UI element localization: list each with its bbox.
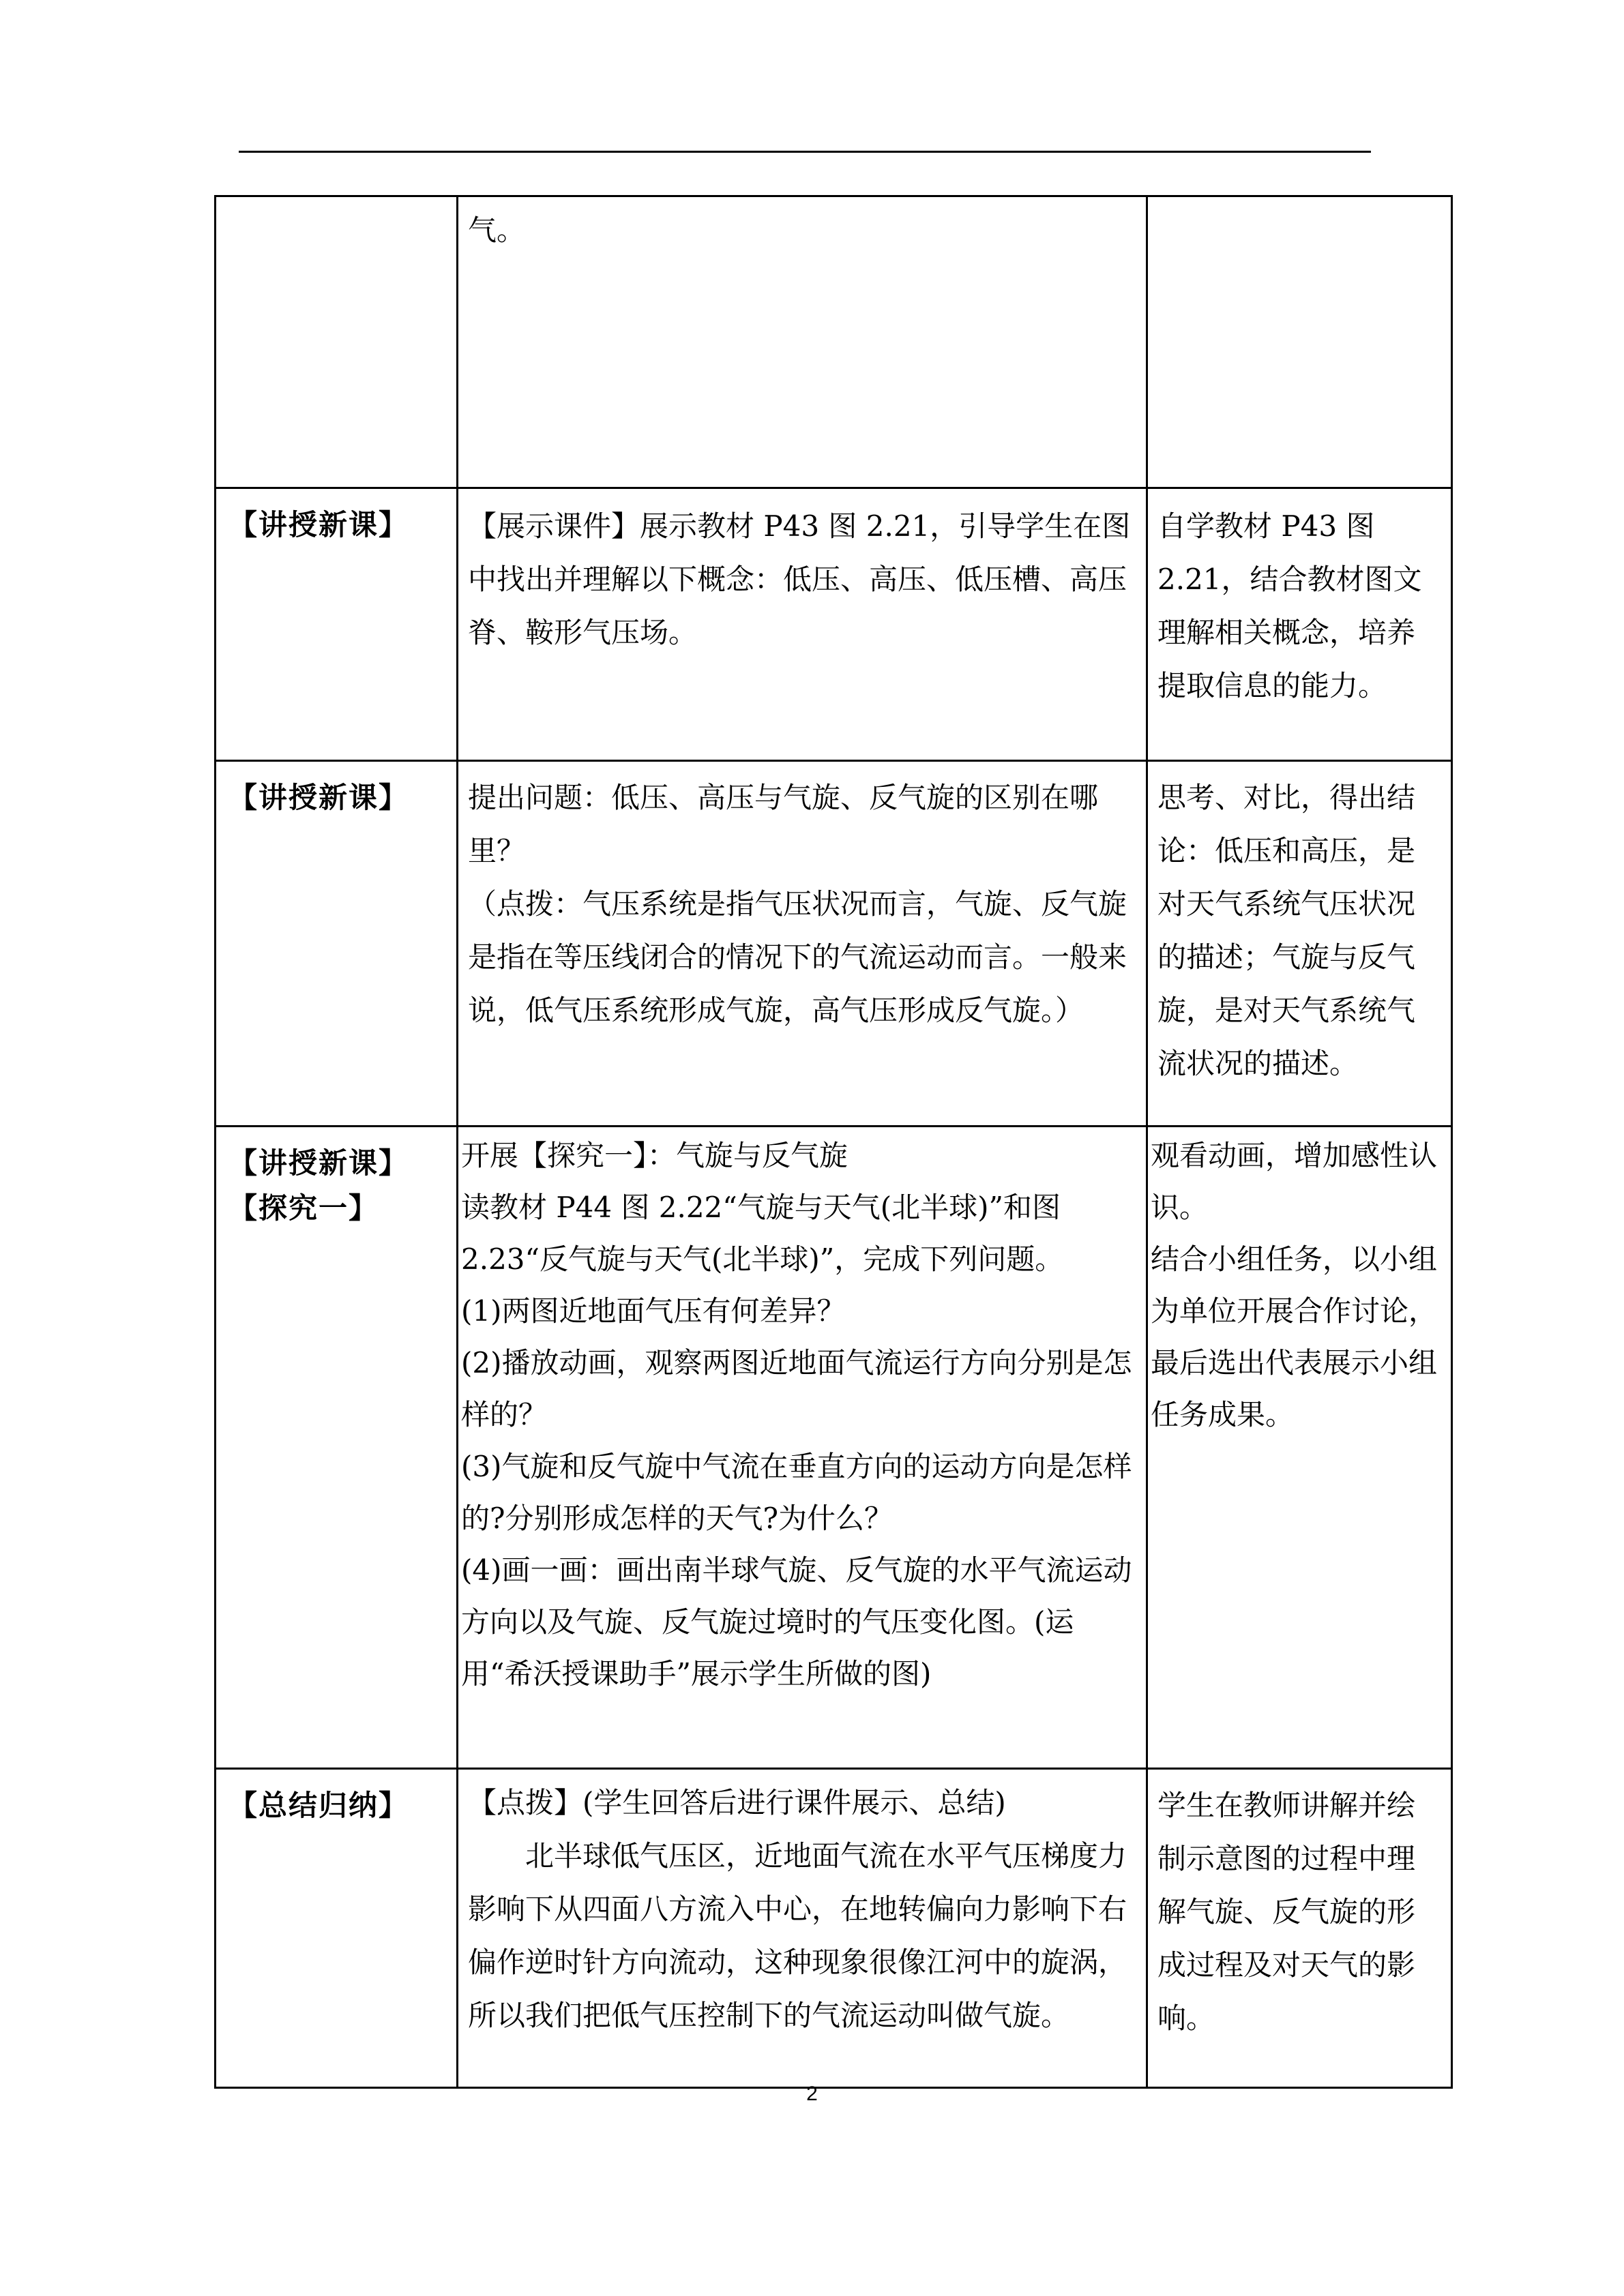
student-text: 学生在教师讲解并绘制示意图的过程中理解气旋、反气旋的形成过程及对天气的影响。 xyxy=(1157,1789,1416,2035)
teacher-activity-cell xyxy=(458,1127,1147,1769)
teacher-text: （点拨：气压系统是指气压状况而言，气旋、反气旋是指在等压线闭合的情况下的气流运动而言。一般来说，低气压系统形成气旋，高气压形成反气旋。） xyxy=(468,887,1127,1027)
teacher-activity-cell xyxy=(458,761,1147,1127)
student-activity-cell xyxy=(1147,1127,1452,1769)
table-row xyxy=(216,196,1452,488)
student-text: 思考、对比，得出结论：低压和高压，是对天气系统气压状况的描述；气旋与反气旋，是对天气系统气流状况的描述。 xyxy=(1157,781,1416,1080)
teacher-text: 读教材 P44 图 2.22“气旋与天气(北半球)”和图 2.23“反气旋与天气(北半球)”，完成下列问题。 xyxy=(461,1191,1064,1276)
teacher-text: 开展【探究一】：气旋与反气旋 xyxy=(461,1139,848,1172)
stage-cell xyxy=(216,488,458,761)
page-number: 2 xyxy=(806,2083,818,2105)
stage-cell xyxy=(216,761,458,1127)
lesson-plan-table xyxy=(214,195,1453,2089)
stage-sublabel: 【探究一】 xyxy=(228,1191,379,1225)
teacher-text: (1)两图近地面气压有何差异？ xyxy=(461,1294,846,1328)
student-activity-cell xyxy=(1147,488,1452,761)
teacher-activity-cell xyxy=(458,196,1147,488)
stage-label: 【讲授新课】 xyxy=(228,508,409,541)
student-text: 观看动画，增加感性认识。 xyxy=(1151,1139,1438,1224)
teacher-activity-cell xyxy=(458,488,1147,761)
student-activity-cell xyxy=(1147,196,1452,488)
student-activity-cell xyxy=(1147,761,1452,1127)
stage-cell xyxy=(216,1127,458,1769)
teacher-activity-cell xyxy=(458,1769,1147,2088)
teacher-text: 【展示课件】展示教材 P43 图 2.21，引导学生在图中找出并理解以下概念：低压、高压、低压槽、高压脊、鞍形气压场。 xyxy=(468,509,1131,649)
teacher-text: (3)气旋和反气旋中气流在垂直方向的运动方向是怎样的?分别形成怎样的天气?为什么？ xyxy=(461,1450,1132,1535)
table-row xyxy=(216,1127,1452,1769)
teacher-text: (4)画一画：画出南半球气旋、反气旋的水平气流运动方向以及气旋、反气旋过境时的气压变化图。(运用“希沃授课助手”展示学生所做的图) xyxy=(461,1553,1132,1690)
teacher-text: 【点拨】(学生回答后进行课件展示、总结) xyxy=(468,1786,1006,1819)
stage-label: 【讲授新课】 xyxy=(228,1146,409,1180)
stage-cell xyxy=(216,1769,458,2088)
stage-label: 【讲授新课】 xyxy=(228,781,409,814)
table-row xyxy=(216,1769,1452,2088)
student-text: 结合小组任务，以小组为单位开展合作讨论，最后选出代表展示小组任务成果。 xyxy=(1151,1242,1438,1431)
student-activity-cell xyxy=(1147,1769,1452,2088)
table-row xyxy=(216,761,1452,1127)
stage-label: 【总结归纳】 xyxy=(228,1789,409,1822)
header-rule xyxy=(239,151,1371,153)
student-text: 自学教材 P43 图 2.21，结合教材图文理解相关概念，培养提取信息的能力。 xyxy=(1157,509,1422,702)
teacher-text: 提出问题：低压、高压与气旋、反气旋的区别在哪里？ xyxy=(468,781,1099,867)
teacher-text: 气。 xyxy=(468,213,526,247)
table-row xyxy=(216,488,1452,761)
teacher-text: (2)播放动画，观察两图近地面气流运行方向分别是怎样的？ xyxy=(461,1346,1132,1431)
stage-cell xyxy=(216,196,458,488)
teacher-text: 北半球低气压区，近地面气流在水平气压梯度力影响下从四面八方流入中心，在地转偏向力影响下右偏作逆时针方向流动，这种现象很像江河中的旋涡，所以我们把低气压控制下的气流运动叫做气旋。 xyxy=(468,1839,1127,2032)
